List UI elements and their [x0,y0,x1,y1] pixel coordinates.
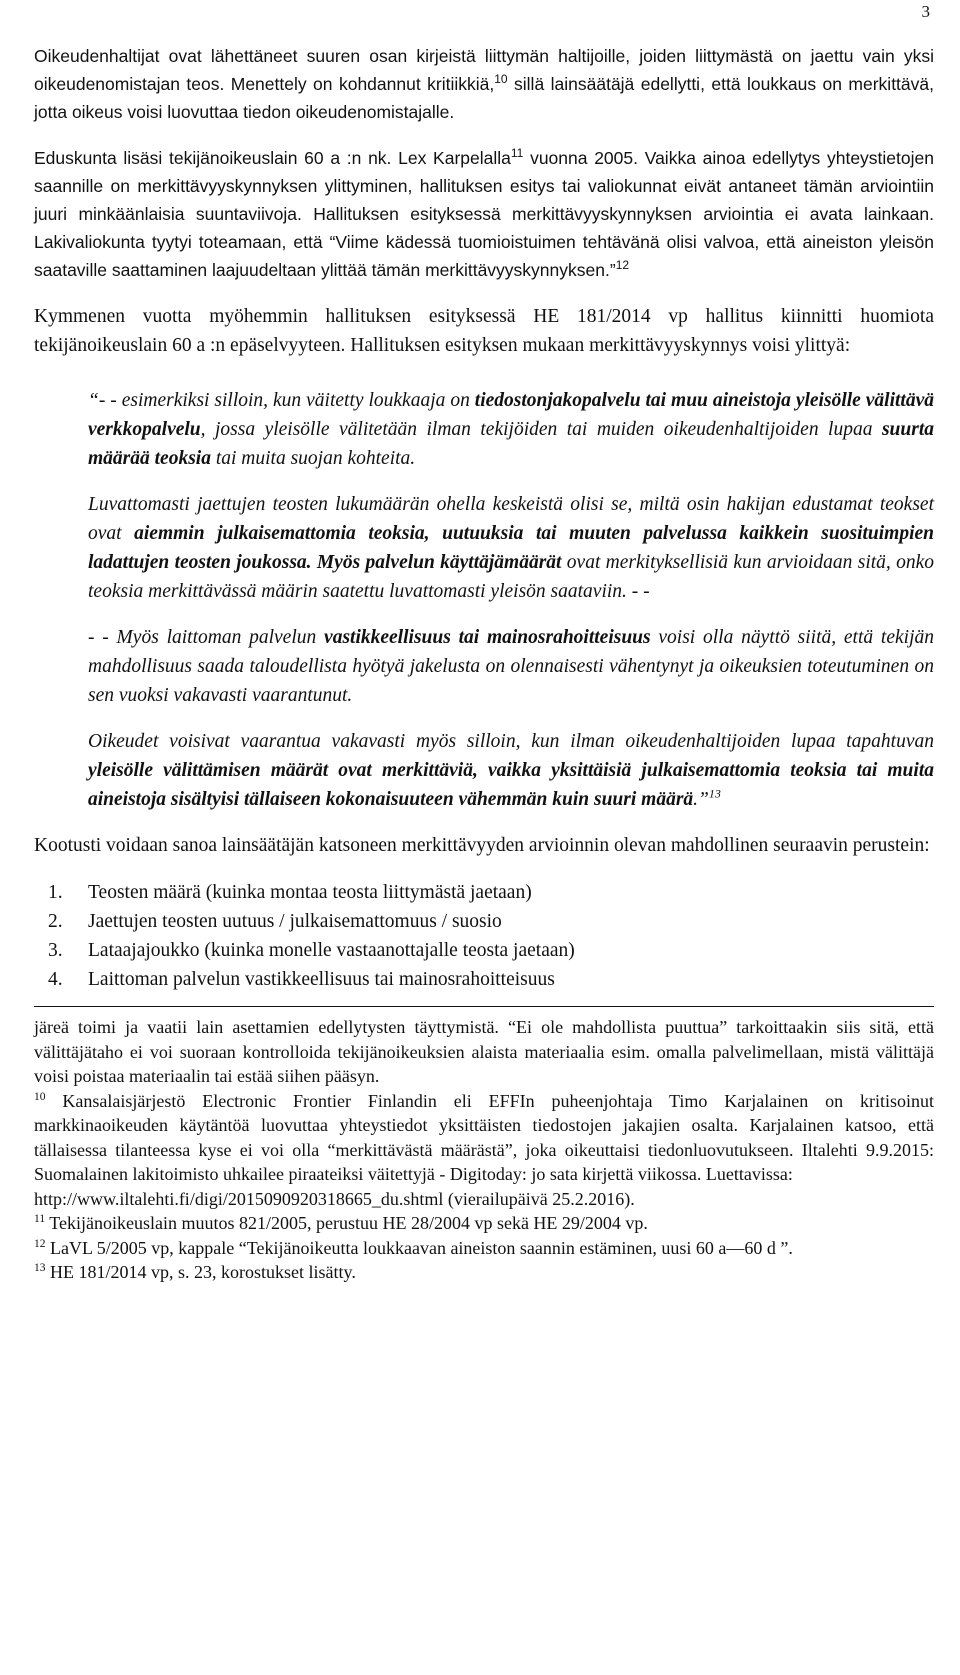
quote-paragraph-2: Luvattomasti jaettujen teosten lukumäärän ohella keskeistä olisi se, miltä osin hakijan edustamat teokset ovat aiemmin julkaisemattomia teoksia, uutuuksia tai muuten palvelussa kaikkein suosituimpien ladattujen teosten joukossa. Myös palvelun käyttäjämäärät ovat merkityksellisiä kun arvioidaan sitä, onko teoksia merkittävässä määrin saatettu luvattomasti yleisön saataviin. - - [88,494,935,602]
paragraph-lex-karpela: Eduskunta lisäsi tekijänoikeuslain 60 a :n nk. Lex Karpelalla$^{11}$ vuonna 2005. Vaikka ainoa edellytys yhteystietojen saannille on merkittävyyskynnyksen ylittyminen, hallituksen esitys tai valiokunnat eivät antaneet tämän arviointiin juuri minkäänlaisia suuntaviivoja. Hallituksen esityksessä merkittävyyskynnyksen arviointia ei avata lainkaan. Lakivaliokunta tyytyi toteamaan, että “Viime kädessä tuomioistuimen tehtävänä olisi valvoa, että aineiston yleisön saataville saattaminen laajuudeltaan ylittää tämän merkittävyyskynnyksen.”$^{12}$ [34,146,934,280]
footnote-11: $^{11}$ Tekijänoikeuslain muutos 821/2005, perustuu HE 28/2004 vp sekä HE 29/2004 vp. [34,1213,648,1233]
block-quote [88,386,934,814]
quote-paragraph-1: “- - esimerkiksi silloin, kun väitetty loukkaaja on tiedostonjakopalvelu tai muu aineistoja yleisölle välittävä verkkopalvelu, jossa yleisölle välitetään ilman tekijöiden tai muiden oikeudenhaltijoiden lupaa suurta määrää teoksia tai muita suojan kohteita. [88,390,934,469]
footnote-ref-13: 13 [708,786,721,801]
footnote-ref-10: 10 [494,72,508,87]
list-item: 1. Teosten määrä (kuinka montaa teosta liittymästä jaetaan) [48,882,532,903]
paragraph-summary: Kootusti voidaan sanoa lainsäätäjän katsoneen merkittävyyden arvioinnin olevan mahdollinen seuraavin perustein: [34,835,930,856]
footnote-ref-12: 12 [615,258,630,273]
paragraph-criticism: Oikeudenhaltijat ovat lähettäneet suuren osan kirjeistä liittymän haltijoille, joiden liittymästä on jaettu vain yksi oikeudenomistajan teos. Menettely on kohdannut kritiikkiä,$^{10}$ sillä lainsäätäjä edellytti, että loukkaus on merkittävä, jotta oikeus voisi luovuttaa tiedon oikeudenomistajalle. [34,46,934,122]
list-item: 4. Laittoman palvelun vastikkeellisuus tai mainosrahoitteisuus [48,969,555,990]
footnote-divider [34,1006,934,1007]
quote-paragraph-3: - - Myös laittoman palvelun vastikkeellisuus tai mainosrahoitteisuus voisi olla näyttö siitä, että tekijän mahdollisuus saada taloudellista hyötyä jakelusta on olennaisesti vähentynyt ja oikeuksien toteutuminen on sen vuoksi vakavasti vaarantunut. [88,627,934,706]
footnote-10-link: http://www.iltalehti.fi/digi/2015090920318665_du.shtml (vierailupäivä 25.2.2016). [34,1188,635,1209]
list-item: 2. Jaettujen teosten uutuus / julkaisemattomuus / suosio [48,911,502,932]
quote-paragraph-4: Oikeudet voisivat vaarantua vakavasti myös silloin, kun ilman oikeudenhaltijoiden lupaa tapahtuvan yleisölle välittämisen määrät ovat merkittäviä, vaikka yksittäisiä julkaisemattomia teoksia tai muita aineistoja sisältyisi tällaiseen kokonaisuuteen vähemmän kuin suuri määrä.”$^{13}$ [88,731,934,810]
footnote-10: $^{10}$ Kansalaisjärjestö Electronic Frontier Finlandin eli EFFIn puheenjohtaja Timo Karjalainen on kritisoinut markkinaoikeuden käytäntöä luovuttaa yhteystiedot yksittäisten tiedostojen jakajien osalta. Karjalainen katsoo, että tällaisessa tilanteessa kyse ei voi olla “merkittävästä määrästä”, joka oikeuttaisi tiedonluovutukseen. Iltalehti 9.9.2015: Suomalainen lakitoimisto uhkailee piraateiksi väitettyjä - Digitoday: jo sata kirjettä viikossa. Luettavissa: [34,1090,934,1184]
paragraph-he-181-2014: Kymmenen vuotta myöhemmin hallituksen esityksessä HE 181/2014 vp hallitus kiinnitti huomiota tekijänoikeuslain 60 a :n epäselvyyteen. Hallituksen esityksen mukaan merkittävyyskynnys voisi ylittyä: [34,306,934,356]
list-item: 3. Lataajajoukko (kuinka monelle vastaanottajalle teosta jaetaan) [48,940,575,961]
footnote-continuation: järeä toimi ja vaatii lain asettamien edellytysten täyttymistä. “Ei ole mahdollista puuttua” tarkoittaakin siis sitä, että välittäjätaho ei voi suoraan kontrolloida tekijänoikeuksien alaista materiaalia esim. omalla palvelimellaan, mistä välittäjä voisi poistaa materiaalin tai estää siihen pääsyn. [34,1017,934,1086]
criteria-list [34,878,934,994]
footnotes [34,1015,934,1285]
footnote-ref-11: 11 [510,146,524,161]
page-number: 3 [921,2,930,21]
footnote-12: $^{12}$ LaVL 5/2005 vp, kappale “Tekijänoikeutta loukkaavan aineiston saannin estäminen, uusi 60 a—60 d ”. [34,1237,793,1258]
document-body [34,42,934,1285]
footnote-13: $^{13}$ HE 181/2014 vp, s. 23, korostukset lisätty. [34,1262,356,1282]
